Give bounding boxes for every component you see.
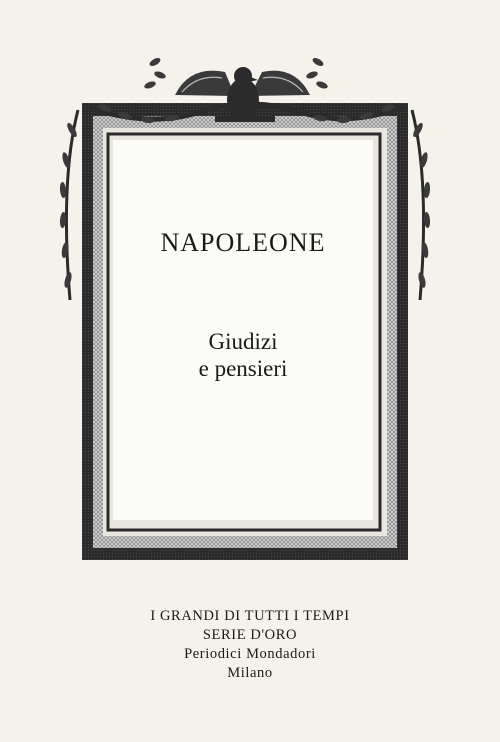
book-title: NAPOLEONE [160, 228, 326, 257]
publisher-name: Periodici Mondadori [184, 646, 316, 662]
subtitle-line-2: e pensieri [198, 356, 288, 381]
book-subtitle [113, 328, 373, 382]
collection-name: SERIE D'ORO [202, 627, 298, 643]
publisher-block [0, 607, 500, 683]
subtitle-line-1: Giudizi [208, 329, 278, 354]
publisher-city: Milano [227, 665, 273, 681]
series-name: I GRANDI DI TUTTI I TEMPI [150, 608, 350, 624]
